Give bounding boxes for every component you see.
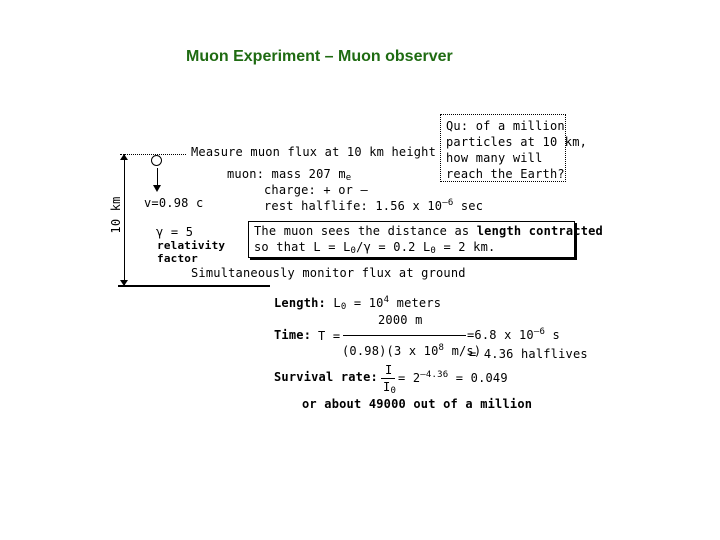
contraction-line-1-bold: length contracted <box>476 224 603 238</box>
time-result-exp: –6 <box>533 327 546 337</box>
survival-denominator-text: I <box>383 380 391 394</box>
length-exp: 4 <box>383 295 390 305</box>
contraction-line-2-c: = 2 km. <box>436 240 496 254</box>
time-label: Time: <box>274 328 312 342</box>
velocity-label: v=0.98 c <box>144 196 204 210</box>
length-row <box>274 296 441 310</box>
contraction-box <box>248 221 603 258</box>
contraction-line-1-text: The muon sees the distance as <box>254 224 477 238</box>
measure-label: Measure muon flux at 10 km height <box>191 145 437 159</box>
contraction-line-2-b: /γ = 0.2 L <box>356 240 431 254</box>
survival-eq-b: = 0.049 <box>448 371 508 385</box>
time-result-a: =6.8 x 10 <box>467 328 534 342</box>
length-text-a: L <box>325 296 341 310</box>
question-line-3: how many will <box>446 151 543 165</box>
question-box <box>440 114 588 182</box>
survival-eq-a: = 2 <box>398 371 421 385</box>
down-arrow-icon <box>120 280 128 286</box>
ground-label: Simultaneously monitor flux at ground <box>191 266 466 280</box>
contraction-line-2-sub1: 0 <box>350 246 357 256</box>
relativity-label: relativity <box>157 239 226 252</box>
time-denominator-exp: 8 <box>438 343 445 353</box>
muon-halflife <box>264 199 483 213</box>
muon-charge: charge: + or – <box>264 183 368 197</box>
time-result-b: s <box>545 328 560 342</box>
contraction-line-1 <box>254 223 603 239</box>
question-line-2: particles at 10 km, <box>446 135 588 149</box>
muon-mass-text: muon: mass 207 m <box>227 167 346 181</box>
ground-line <box>118 285 270 287</box>
muon-mass <box>227 167 351 181</box>
gamma-label: γ = 5 <box>156 225 194 239</box>
survival-fraction-bar <box>381 378 395 379</box>
muon-halflife-unit: sec <box>453 199 484 213</box>
height-axis-line <box>124 154 125 286</box>
question-line-4: reach the Earth? <box>446 167 565 181</box>
muon-circle-icon <box>151 155 162 166</box>
time-denominator <box>342 344 481 358</box>
time-fraction-bar <box>343 335 466 336</box>
question-line-1: Qu: of a million <box>446 119 565 133</box>
length-label: Length: <box>274 296 326 310</box>
time-numerator: 2000 m <box>378 313 423 327</box>
survival-numerator: I <box>385 363 393 377</box>
survival-denominator <box>383 380 396 394</box>
length-text-b: = 10 <box>346 296 384 310</box>
time-denominator-b: m/s) <box>444 344 482 358</box>
time-halflives: = 4.36 halflives <box>469 347 588 361</box>
muon-velocity-arrow-shaft <box>157 168 158 186</box>
contraction-line-2-sub2: 0 <box>430 246 437 256</box>
muon-velocity-arrow-icon <box>153 185 161 192</box>
time-denominator-a: (0.98)(3 x 10 <box>342 344 439 358</box>
time-t-eq: T = <box>318 329 341 343</box>
factor-label: factor <box>157 252 198 265</box>
muon-halflife-text: rest halflife: 1.56 x 10 <box>264 199 443 213</box>
length-sub: 0 <box>340 302 347 312</box>
survival-label: Survival rate: <box>274 370 378 384</box>
contraction-line-2 <box>254 239 574 255</box>
muon-mass-sub: e <box>345 173 352 183</box>
time-result <box>467 328 560 342</box>
survival-equation <box>398 371 508 385</box>
contraction-line-2-a: so that L = L <box>254 240 351 254</box>
muon-halflife-exp: –6 <box>442 198 454 208</box>
length-text-c: meters <box>389 296 442 310</box>
survival-eq-exp: –4.36 <box>420 370 449 380</box>
survival-denominator-sub: 0 <box>390 386 397 396</box>
height-label: 10 km <box>109 196 123 234</box>
page-title: Muon Experiment – Muon observer <box>186 48 453 65</box>
conclusion: or about 49000 out of a million <box>302 397 533 411</box>
up-arrow-icon <box>120 154 128 160</box>
